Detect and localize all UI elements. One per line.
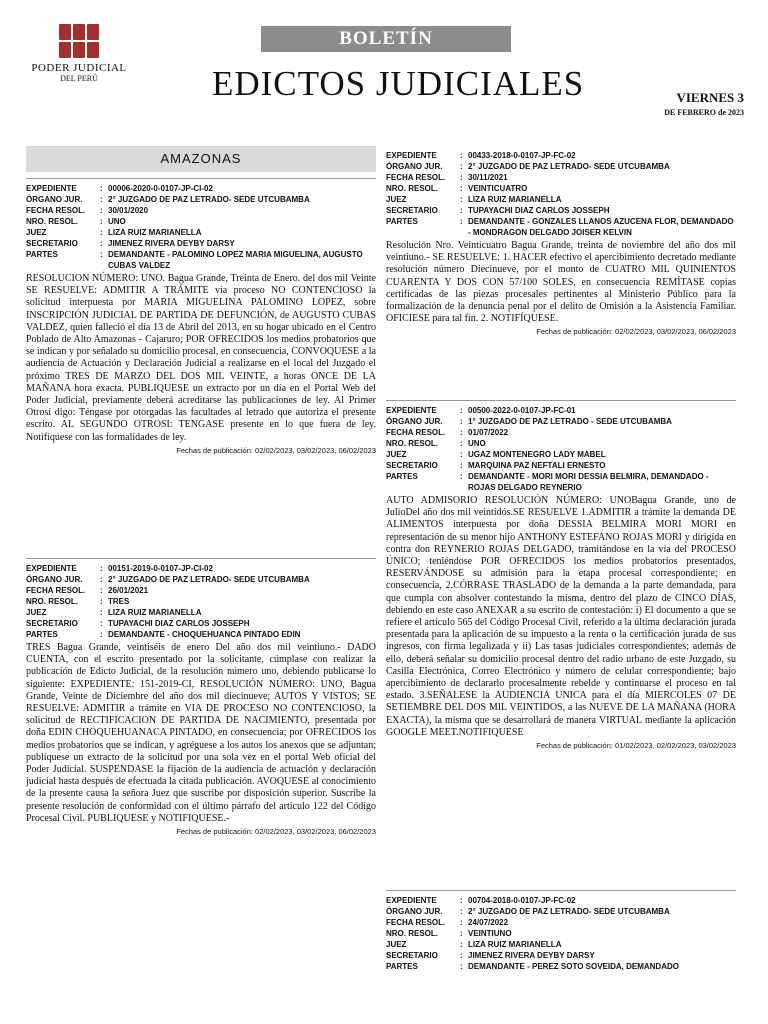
meta-value: DEMANDANTE - PALOMINO LOPEZ MARIA MIGUELINA, AUGUSTO CUBAS VALDEZ <box>108 250 363 270</box>
meta-row-exp <box>386 895 736 906</box>
meta-label: JUEZ <box>26 608 47 617</box>
meta-value: TUPAYACHI DIAZ CARLOS JOSSEPH <box>468 206 610 215</box>
meta-row-org <box>386 906 736 917</box>
meta-label: EXPEDIENTE <box>386 151 437 160</box>
meta-value: 00151-2019-0-0107-JP-CI-02 <box>108 564 213 573</box>
org-name: PODER JUDICIAL <box>31 62 127 74</box>
meta-row-fecha <box>386 917 736 928</box>
meta-row-juez <box>26 227 376 238</box>
meta-value: DEMANDANTE - MORI MORI DESSIA BELMIRA, DEMANDADO - ROJAS DELGADO REYNERIO <box>468 472 709 492</box>
meta-row-exp <box>386 405 736 416</box>
entry-body: Resolución Nro. Veinticuatro Bagua Grande, treinta de noviembre del año dos mil veintiuno.- SE RESUELVE: 1. HACER efectivo el apercibimiento decretado mediante resolución número Diecinueve, por el monto de CUATRO MIL QUINIENTOS CUARENTA Y DOS CON 57/100 SOLES, en consecuencia REMÍTASE copias certificadas de las piezas procesales pertinentes al Ministerio Público para la formalización de la denuncia penal por el delito de Omisión a la Asistencia Familiar. OFICIESE para tal fin. 2. NOTIFÍQUESE. <box>386 240 736 325</box>
entry-body: TRES Bagua Grande, veintiséis de enero Del año dos mil veintiuno.- DADO CUENTA, con el escrito presentado por la solicitante, cúmplase con realizar la publicación de Edicto Judicial, de la resolución número uno, debiendo publicarse lo siguiente: EXPEDIENTE: 151-2019-CI, RESOLUCIÓN NÚMERO: UNO, Bagua Grande, Veinte de Diciembre del año dos mil diecinueve; AUTOS Y VISTOS; SE RESUELVE: ADMITIR a trámite en VIA DE PROCESO NO CONTENCIOSO, la solicitud de RECTIFICACION DE PARTIDA DE NACIMIENTO, presentada por doña EDIN CHOQUEHUANACA PINTADO, en consecuencia; por OFRECIDOS los medios probatorios que se indican, y agréguese a los autos los anexos que se adjuntan; publíquese un extracto de la solicitud por una sola vez en el portal Web oficial del Poder Judicial. SUSPENDASE la fijación de la audiencia de actuación y declaración judicial hasta después de efectuada la citada publicación. AVOQUESE al conocimiento de la presente causa la señora Juez que suscribe por disposición superior. Suscribe la presente resolución de conformidad con el último párrafo del artículo 122 del Código Procesal Civil. PUBLIQUESE y NOTIFIQUESE.- <box>26 642 376 824</box>
boletin-banner: BOLETÍN <box>261 26 511 52</box>
meta-label: PARTES <box>386 472 418 481</box>
meta-label: ÓRGANO JUR. <box>26 195 83 204</box>
meta-label: NRO. RESOL. <box>26 597 79 606</box>
meta-label: SECRETARIO <box>386 206 438 215</box>
meta-value: 24/07/2022 <box>468 918 509 927</box>
meta-value: 30/11/2021 <box>468 173 508 182</box>
meta-value: LIZA RUIZ MARIANELLA <box>108 228 202 237</box>
meta-colon: : <box>100 206 103 215</box>
meta-value: VEINTIUNO <box>468 929 512 938</box>
meta-row-sec <box>26 238 376 249</box>
meta-value: 2° JUZGADO DE PAZ LETRADO- SEDE UTCUBAMBA <box>108 575 310 584</box>
meta-label: FECHA RESOL. <box>26 206 86 215</box>
meta-colon: : <box>460 439 463 448</box>
entry-body: RESOLUCION NÚMERO: UNO. Bagua Grande, Treinta de Enero. del dos mil Veinte SE RESUELVE: ADMITIR A TRÁMITE vía proceso NO CONTENCIOSO la solicitud interpuesta por MARIA MIGUELINA PALOMINO LOPEZ, sobre INSCRIPCIÓN JUDICIAL DE PARTIDA DE DEFUNCIÓN, de AUGUSTO CUBAS VALDEZ, quien falleció el día 13 de Abril del 2013, en su hogar ubicado en el Centro Poblado de Alto Amazonas - Cajaruro; POR OFRECIDOS los medios probatorios que se indican y por señalado su domicilio procesal, en consecuencia, CONVOQUESE a la audiencia de Actuación y Declaración Judicial a realizarse en el local del Juzgado el próximo TRES DE MARZO DEL DOS MIL VEINTE, a horas ONCE DE LA MAÑANA hora exacta. PUBLIQUESE un extracto por un día en el Portal Web del Poder Judicial, previamente deberá acreditarse las publicaciones de ley. Al Primer Otrosí digo: Téngase por otorgadas las facultades al letrado que autoriza el presente escrito. AL SEGUNDO OTROSI: TENGASE presente en lo que fuera de ley. Notifíquese con las formalidades de ley. <box>26 273 376 443</box>
meta-colon: : <box>460 173 463 182</box>
meta-colon: : <box>460 184 463 193</box>
meta-colon: : <box>460 472 463 481</box>
meta-colon: : <box>460 151 463 160</box>
date-month: DE FEBRERO de 2023 <box>664 108 744 117</box>
meta-row-nro <box>26 216 376 227</box>
meta-label: FECHA RESOL. <box>386 173 446 182</box>
entry-meta <box>26 559 376 640</box>
meta-row-fecha <box>26 585 376 596</box>
meta-row-fecha <box>386 427 736 438</box>
meta-label: ÓRGANO JUR. <box>386 162 443 171</box>
meta-colon: : <box>100 564 103 573</box>
meta-value: 30/01/2020 <box>108 206 149 215</box>
meta-value: UGAZ MONTENEGRO LADY MABEL <box>468 450 606 459</box>
meta-colon: : <box>460 417 463 426</box>
meta-row-exp <box>26 563 376 574</box>
meta-value: 2° JUZGADO DE PAZ LETRADO- SEDE UTCUBAMBA <box>468 907 670 916</box>
meta-value: VEINTICUATRO <box>468 184 528 193</box>
entry-meta <box>386 401 736 493</box>
meta-colon: : <box>100 630 103 639</box>
meta-colon: : <box>100 608 103 617</box>
meta-colon: : <box>460 450 463 459</box>
edict-entry <box>26 558 376 836</box>
meta-colon: : <box>100 597 103 606</box>
meta-colon: : <box>460 896 463 905</box>
meta-colon: : <box>100 586 103 595</box>
meta-label: SECRETARIO <box>386 461 438 470</box>
meta-value: LIZA RUIZ MARIANELLA <box>468 940 562 949</box>
meta-row-partes <box>386 471 736 493</box>
meta-label: PARTES <box>386 962 418 971</box>
meta-value: 01/07/2022 <box>468 428 509 437</box>
meta-label: NRO. RESOL. <box>386 184 439 193</box>
meta-label: PARTES <box>26 630 58 639</box>
meta-row-sec <box>26 618 376 629</box>
meta-label: PARTES <box>386 217 418 226</box>
meta-value: 2° JUZGADO DE PAZ LETRADO- SEDE UTCUBAMBA <box>468 162 670 171</box>
meta-colon: : <box>460 461 463 470</box>
meta-colon: : <box>100 575 103 584</box>
meta-value: 00704-2018-0-0107-JP-FC-02 <box>468 896 576 905</box>
meta-colon: : <box>100 239 103 248</box>
meta-row-org <box>26 574 376 585</box>
entry-meta <box>386 891 736 972</box>
meta-row-org <box>386 161 736 172</box>
meta-label: FECHA RESOL. <box>386 918 446 927</box>
meta-label: JUEZ <box>386 940 407 949</box>
meta-value: TUPAYACHI DIAZ CARLOS JOSSEPH <box>108 619 250 628</box>
meta-label: FECHA RESOL. <box>386 428 446 437</box>
meta-label: EXPEDIENTE <box>26 564 77 573</box>
page-title: EDICTOS JUDICIALES <box>212 64 585 103</box>
date-day: VIERNES 3 <box>676 90 744 105</box>
meta-row-fecha <box>26 205 376 216</box>
meta-colon: : <box>460 206 463 215</box>
meta-colon: : <box>460 929 463 938</box>
entry-meta <box>26 179 376 271</box>
meta-colon: : <box>100 250 103 259</box>
meta-value: MARQUINA PAZ NEFTALI ERNESTO <box>468 461 606 470</box>
meta-colon: : <box>460 217 463 226</box>
meta-label: SECRETARIO <box>26 619 78 628</box>
meta-row-org <box>26 194 376 205</box>
meta-value: JIMENEZ RIVERA DEYBY DARSY <box>468 951 595 960</box>
meta-label: JUEZ <box>386 450 407 459</box>
meta-value: DEMANDANTE - GONZALES LLANOS AZUCENA FLOR, DEMANDADO - MONDRAGON DELGADO JOISER KELVIN <box>468 217 734 237</box>
meta-row-nro <box>386 928 736 939</box>
meta-label: JUEZ <box>26 228 47 237</box>
meta-colon: : <box>100 217 103 226</box>
meta-value: DEMANDANTE - CHOQUEHUANCA PINTADO EDIN <box>108 630 301 639</box>
meta-value: 00433-2018-0-0107-JP-FC-02 <box>468 151 576 160</box>
meta-colon: : <box>460 428 463 437</box>
meta-value: UNO <box>108 217 126 226</box>
publication-dates: Fechas de publicación: 02/02/2023, 03/02/2023, 06/02/2023 <box>536 327 736 337</box>
org-sub: DEL PERÚ <box>60 74 98 83</box>
meta-row-partes <box>386 216 736 238</box>
meta-value: TRES <box>108 597 130 606</box>
poder-judicial-logo <box>24 24 134 83</box>
meta-label: JUEZ <box>386 195 407 204</box>
edict-entry <box>26 178 376 455</box>
meta-label: PARTES <box>26 250 58 259</box>
entry-body: AUTO ADMISORIO RESOLUCIÓN NÚMERO: UNOBagua Grande, uno de JulioDel año dos mil veintidós.SE RESUELVE 1.ADMITIR a trámite la demanda DE ALIMENTOS interpuesta por doña DESSIA BELMIRA MORI MORI en representación de su menor hijo ANTHONY ESTEFANO ROJAS MORI y dirigida en contra don REYNERIO ROJAS DELGADO, tramitándose en la vía del PROCESO ÚNICO; teniéndose POR OFRECIDOS los medios probatorios presentados, RESERVÁNDOSE su admisión para la etapa procesal correspondiente; en consecuencia, 2.CÓRRASE TRASLADO de la demanda a la parte demandada, para que cumpla con absolver contestando la misma, dentro del plazo de CINCO DÍAS, debiendo en este caso ANEXAR a su escrito de contestación: i) El documento a que se refiere el artículo 565 del Código Procesal Civil, referido a la última declaración jurada presentada para la aplicación de su impuesto a la renta o la certificación jurada de sus ingresos, con firma legalizada y ii) Las tasas judiciales correspondientes; además de ello, deberá señalar su domicilio procesal dentro del radio urbano de este Juzgado, su Casilla Electrónica, Correo Electrónico y número de celular correspondiente; bajo apercibimiento de declararlo procesalmente rebelde y continuarse el proceso en tal estado. 3.SEÑALESE la AUDIENCIA UNICA para el día MIERCOLES 07 DE SETIEMBRE DEL DOS MIL VEINTIDOS, a las NUEVE DE LA MAÑANA (HORA EXACTA), la misma que se desarrollará de manera VIRTUAL mediante la aplicación GOOGLE MEET.NOTIFIQUESE <box>386 495 736 738</box>
meta-row-nro <box>386 183 736 194</box>
meta-label: EXPEDIENTE <box>26 184 77 193</box>
meta-value: 00006-2020-0-0107-JP-CI-02 <box>108 184 213 193</box>
meta-label: SECRETARIO <box>386 951 438 960</box>
meta-row-juez <box>386 194 736 205</box>
meta-value: JIMENEZ RIVERA DEYBY DARSY <box>108 239 235 248</box>
meta-label: FECHA RESOL. <box>26 586 86 595</box>
meta-row-nro <box>26 596 376 607</box>
meta-colon: : <box>460 162 463 171</box>
meta-row-org <box>386 416 736 427</box>
edict-entry <box>386 400 736 750</box>
meta-label: ÓRGANO JUR. <box>386 417 443 426</box>
publication-dates: Fechas de publicación: 02/02/2023, 03/02/2023, 06/02/2023 <box>176 827 376 837</box>
meta-row-juez <box>386 939 736 950</box>
meta-value: 26/01/2021 <box>108 586 149 595</box>
publication-dates: Fechas de publicación: 01/02/2023, 02/02/2023, 03/02/2023 <box>536 741 736 751</box>
meta-row-sec <box>386 205 736 216</box>
meta-value: 2° JUZGADO DE PAZ LETRADO- SEDE UTCUBAMBA <box>108 195 310 204</box>
meta-value: LIZA RUIZ MARIANELLA <box>108 608 202 617</box>
meta-label: EXPEDIENTE <box>386 896 437 905</box>
meta-value: UNO <box>468 439 486 448</box>
section-title: AMAZONAS <box>26 146 376 172</box>
meta-row-exp <box>26 183 376 194</box>
meta-colon: : <box>100 228 103 237</box>
meta-value: 00500-2022-0-0107-JP-FC-01 <box>468 406 576 415</box>
meta-row-sec <box>386 460 736 471</box>
meta-colon: : <box>460 195 463 204</box>
meta-colon: : <box>460 406 463 415</box>
meta-value: 1° JUZGADO DE PAZ LETRADO - SEDE UTCUBAMBA <box>468 417 672 426</box>
meta-colon: : <box>100 619 103 628</box>
meta-colon: : <box>100 184 103 193</box>
meta-colon: : <box>100 195 103 204</box>
meta-colon: : <box>460 962 463 971</box>
meta-row-partes <box>26 249 376 271</box>
meta-row-juez <box>386 449 736 460</box>
edict-entry <box>386 890 736 972</box>
meta-colon: : <box>460 951 463 960</box>
publication-dates: Fechas de publicación: 02/02/2023, 03/02/2023, 06/02/2023 <box>176 445 376 455</box>
meta-value: LIZA RUIZ MARIANELLA <box>468 195 562 204</box>
meta-label: EXPEDIENTE <box>386 406 437 415</box>
meta-row-sec <box>386 950 736 961</box>
meta-label: NRO. RESOL. <box>386 439 439 448</box>
meta-row-partes <box>26 629 376 640</box>
meta-label: ÓRGANO JUR. <box>386 907 443 916</box>
meta-row-partes <box>386 961 736 972</box>
edict-entry <box>386 146 736 336</box>
meta-row-exp <box>386 150 736 161</box>
meta-colon: : <box>460 918 463 927</box>
meta-colon: : <box>460 940 463 949</box>
meta-label: NRO. RESOL. <box>26 217 79 226</box>
entry-meta <box>386 146 736 238</box>
meta-label: ÓRGANO JUR. <box>26 575 83 584</box>
meta-colon: : <box>460 907 463 916</box>
meta-row-fecha <box>386 172 736 183</box>
logo-mark-icon <box>59 24 99 58</box>
meta-label: SECRETARIO <box>26 239 78 248</box>
meta-label: NRO. RESOL. <box>386 929 439 938</box>
meta-row-nro <box>386 438 736 449</box>
meta-value: DEMANDANTE - PEREZ SOTO SOVEIDA, DEMANDADO <box>468 962 679 971</box>
meta-row-juez <box>26 607 376 618</box>
